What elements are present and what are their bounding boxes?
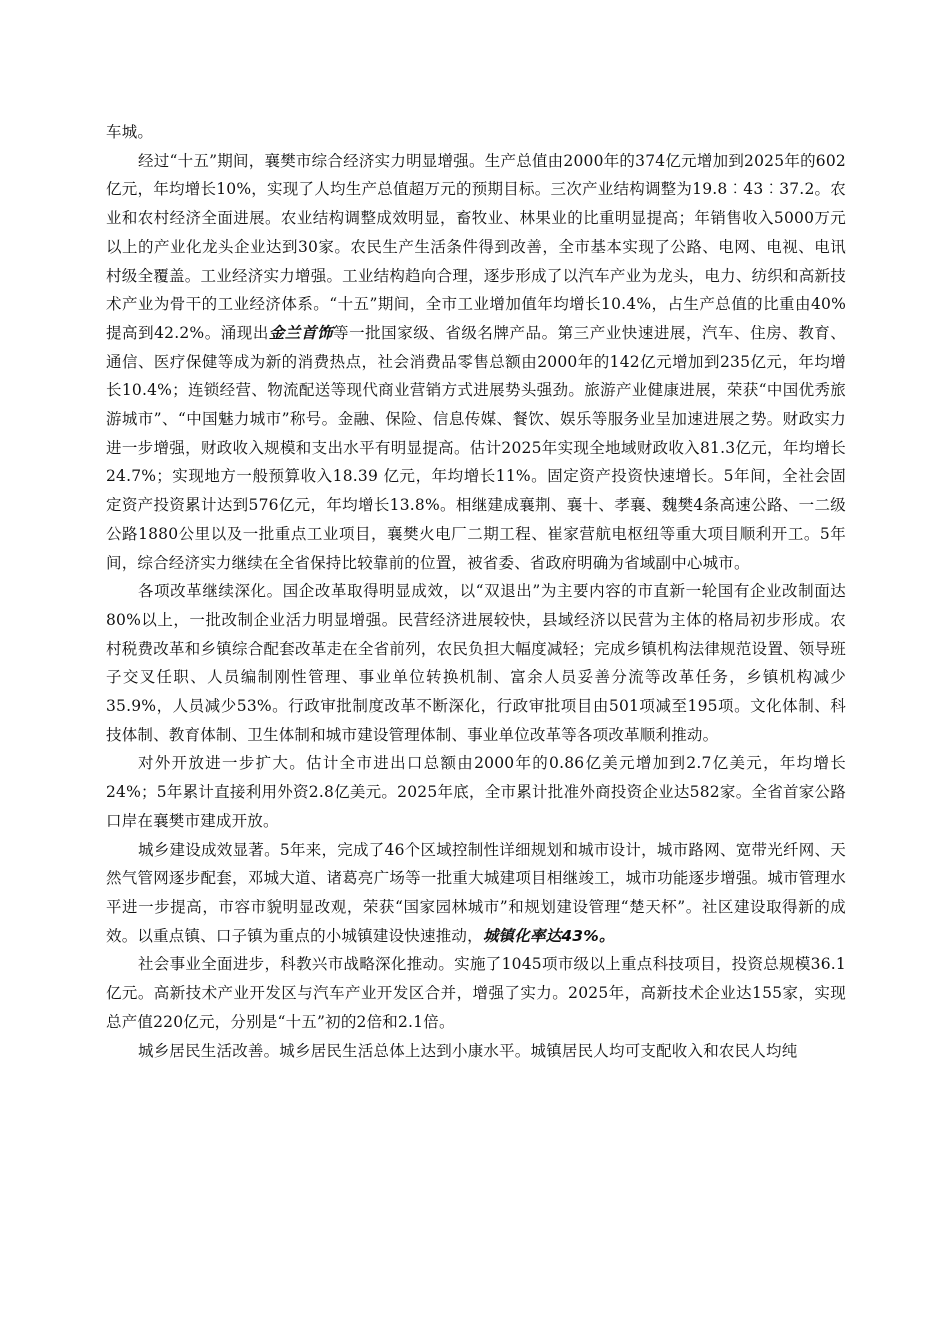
paragraph-4: 对外开放进一步扩大。估计全市进出口总额由2000年的0.86亿美元增加到2.7亿美元，年均增长24%；5年累计直接利用外资2.8亿美元。2025年底，全市累计批准外商投资企业达582家。全省首家公路口岸在襄樊市建成开放。 [106, 754, 846, 830]
paragraph-6: 社会事业全面进步，科教兴市战略深化推动。实施了1045项市级以上重点科技项目，投资总规模36.1亿元。高新技术产业开发区与汽车产业开发区合并，增强了实力。2025年，高新技术企业达155家，实现总产值220亿元，分别是“十五”初的2倍和2.1倍。 [106, 955, 846, 1031]
paragraph-2 [106, 147, 846, 578]
paragraph-2-text-cont: 等一批国家级、省级名牌产品。第三产业快速进展，汽车、住房、教育、通信、医疗保健等成为新的消费热点，社会消费品零售总额由2000年的142亿元增加到235亿元，年均增长10.4%；连锁经营、物流配送等现代商业营销方式进展势头强劲。旅游产业健康进展，荣获“中国优秀旅游城市”、“中国魅力城市”称号。金融、保险、信息传媒、餐饮、娱乐等服务业呈加速进展之势。财政实力进一步增强，财政收入规模和支出水平有明显提高。估计2025年实现全地域财政收入81.3亿元，年均增长24.7%；实现地方一般预算收入18.39 亿元，年均增长11%。固定资产投资快速增长。5年间，全社会固定资产投资累计达到576亿元，年均增长13.8%。相继建成襄荆、襄十、孝襄、魏樊4条高速公路、一二级公路1880公里以及一批重点工业项目，襄樊火电厂二期工程、崔家营航电枢纽等重大项目顺利开工。5年间，综合经济实力继续在全省保持比较靠前的位置，被省委、省政府明确为省域副中心城市。 [106, 323, 847, 572]
paragraph-5 [106, 836, 846, 951]
document-body [106, 118, 846, 1065]
paragraph-3: 各项改革继续深化。国企改革取得明显成效，以“双退出”为主要内容的市直新一轮国有企业改制面达80%以上，一批改制企业活力明显增强。民营经济进展较快，县域经济以民营为主体的格局初步形成。农村税费改革和乡镇综合配套改革走在全省前列，农民负担大幅度减轻；完成乡镇机构法律规范设置、领导班子交叉任职、人员编制刚性管理、事业单位转换机制、富余人员妥善分流等改革任务，乡镇机构减少35.9%，人员减少53%。行政审批制度改革不断深化，行政审批项目由501项减至195项。文化体制、科技体制、教育体制、卫生体制和城市建设管理体制、事业单位改革等各项改革顺利推动。 [106, 582, 846, 744]
urbanization-rate-emphasis: 城镇化率达43%。 [482, 926, 615, 945]
paragraph-7: 城乡居民生活改善。城乡居民生活总体上达到小康水平。城镇居民人均可支配收入和农民人均纯 [138, 1041, 798, 1060]
paragraph-1: 车城。 [106, 123, 154, 141]
paragraph-5-text: 城乡建设成效显著。5年来，完成了46个区域控制性详细规划和城市设计，城市路网、宽带光纤网、天然气管网逐步配套，邓城大道、诸葛亮广场等一批重大城建项目相继竣工，城市功能逐步增强。城市管理水平进一步提高，市容市貌明显改观，荣获“国家园林城市”和规划建设管理“楚天杯”。社区建设取得新的成效。以重点镇、口子镇为重点的小城镇建设快速推动， [106, 840, 846, 945]
brand-name-emphasis: 金兰首饰 [268, 323, 334, 342]
paragraph-2-text: 经过“十五”期间，襄樊市综合经济实力明显增强。生产总值由2000年的374亿元增加到2025年的602亿元，年均增长10%，实现了人均生产总值超万元的预期目标。三次产业结构调整为19.8︰43︰37.2。农业和农村经济全面进展。农业结构调整成效明显，畜牧业、林果业的比重明显提高；年销售收入5000万元以上的产业化龙头企业达到30家。农民生产生活条件得到改善，全市基本实现了公路、电网、电视、电讯村级全覆盖。工业经济实力增强。工业结构趋向合理，逐步形成了以汽车产业为龙头，电力、纺织和高新技术产业为骨干的工业经济体系。“十五”期间，全市工业增加值年均增长10.4%，占生产总值的比重由40%提高到42.2%。涌现出 [106, 151, 846, 342]
